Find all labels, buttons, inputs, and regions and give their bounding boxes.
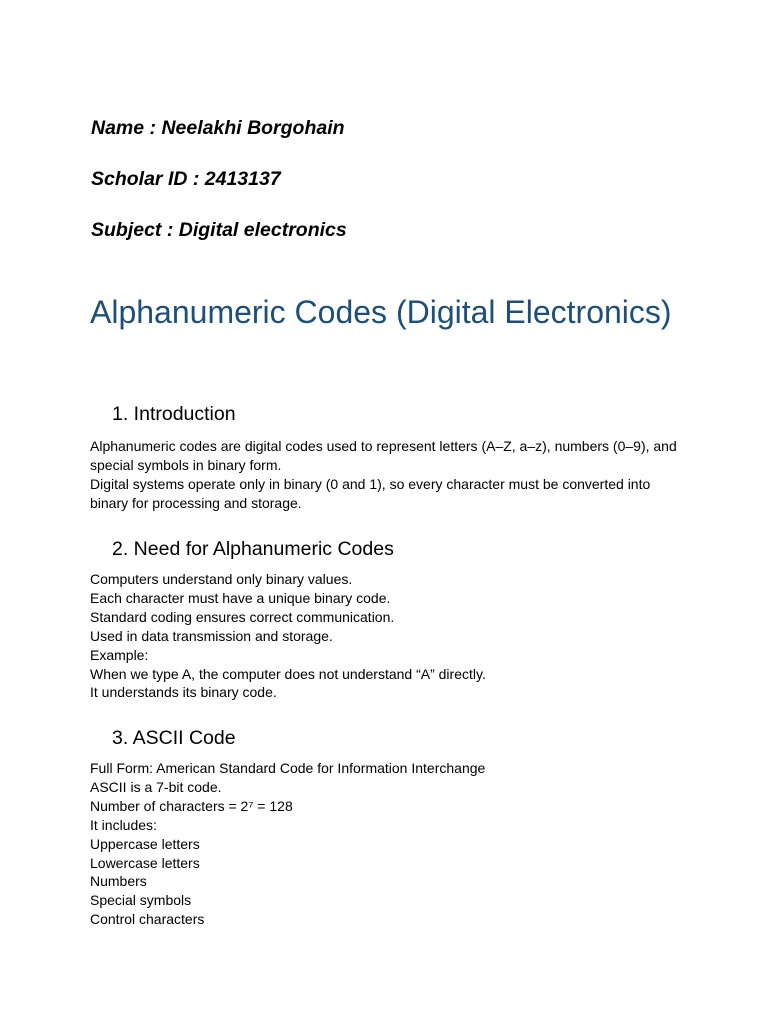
body-line: Used in data transmission and storage. <box>90 627 333 644</box>
section-body-need <box>90 570 690 702</box>
body-line: Digital systems operate only in binary (0 and 1), so every character must be converted into <box>90 475 651 492</box>
section-heading-introduction: 1. Introduction <box>112 403 236 425</box>
body-line: It understands its binary code. <box>90 684 277 701</box>
body-line: When we type A, the computer does not understand “A” directly. <box>90 665 486 682</box>
body-line: Computers understand only binary values. <box>90 571 353 587</box>
document-title: Alphanumeric Codes (Digital Electronics) <box>90 294 672 330</box>
student-name: Name : Neelakhi Borgohain <box>91 117 345 139</box>
body-line: Full Form: American Standard Code for Information Interchange <box>90 760 486 776</box>
body-line: Control characters <box>90 911 205 928</box>
body-line: Example: <box>90 646 149 663</box>
body-line: It includes: <box>90 816 157 833</box>
body-line: ASCII is a 7-bit code. <box>90 778 222 795</box>
subject: Subject : Digital electronics <box>91 219 347 241</box>
body-line: Numbers <box>90 873 147 890</box>
body-line: Number of characters = 2⁷ = 128 <box>90 797 293 814</box>
section-heading-need: 2. Need for Alphanumeric Codes <box>112 538 394 560</box>
body-line: special symbols in binary form. <box>90 456 282 473</box>
section-body-introduction <box>90 437 690 513</box>
scholar-id: Scholar ID : 2413137 <box>91 168 281 190</box>
body-line: Standard coding ensures correct communication. <box>90 608 395 625</box>
body-line: Special symbols <box>90 892 192 909</box>
body-line: Uppercase letters <box>90 835 200 852</box>
section-body-ascii <box>90 759 690 929</box>
body-line: Each character must have a unique binary code. <box>90 589 391 606</box>
body-line: Alphanumeric codes are digital codes used to represent letters (A–Z, a–z), numbers (0–9), and <box>90 438 677 454</box>
body-line: Lowercase letters <box>90 854 200 871</box>
body-line: binary for processing and storage. <box>90 494 302 511</box>
section-heading-ascii: 3. ASCII Code <box>112 727 236 749</box>
